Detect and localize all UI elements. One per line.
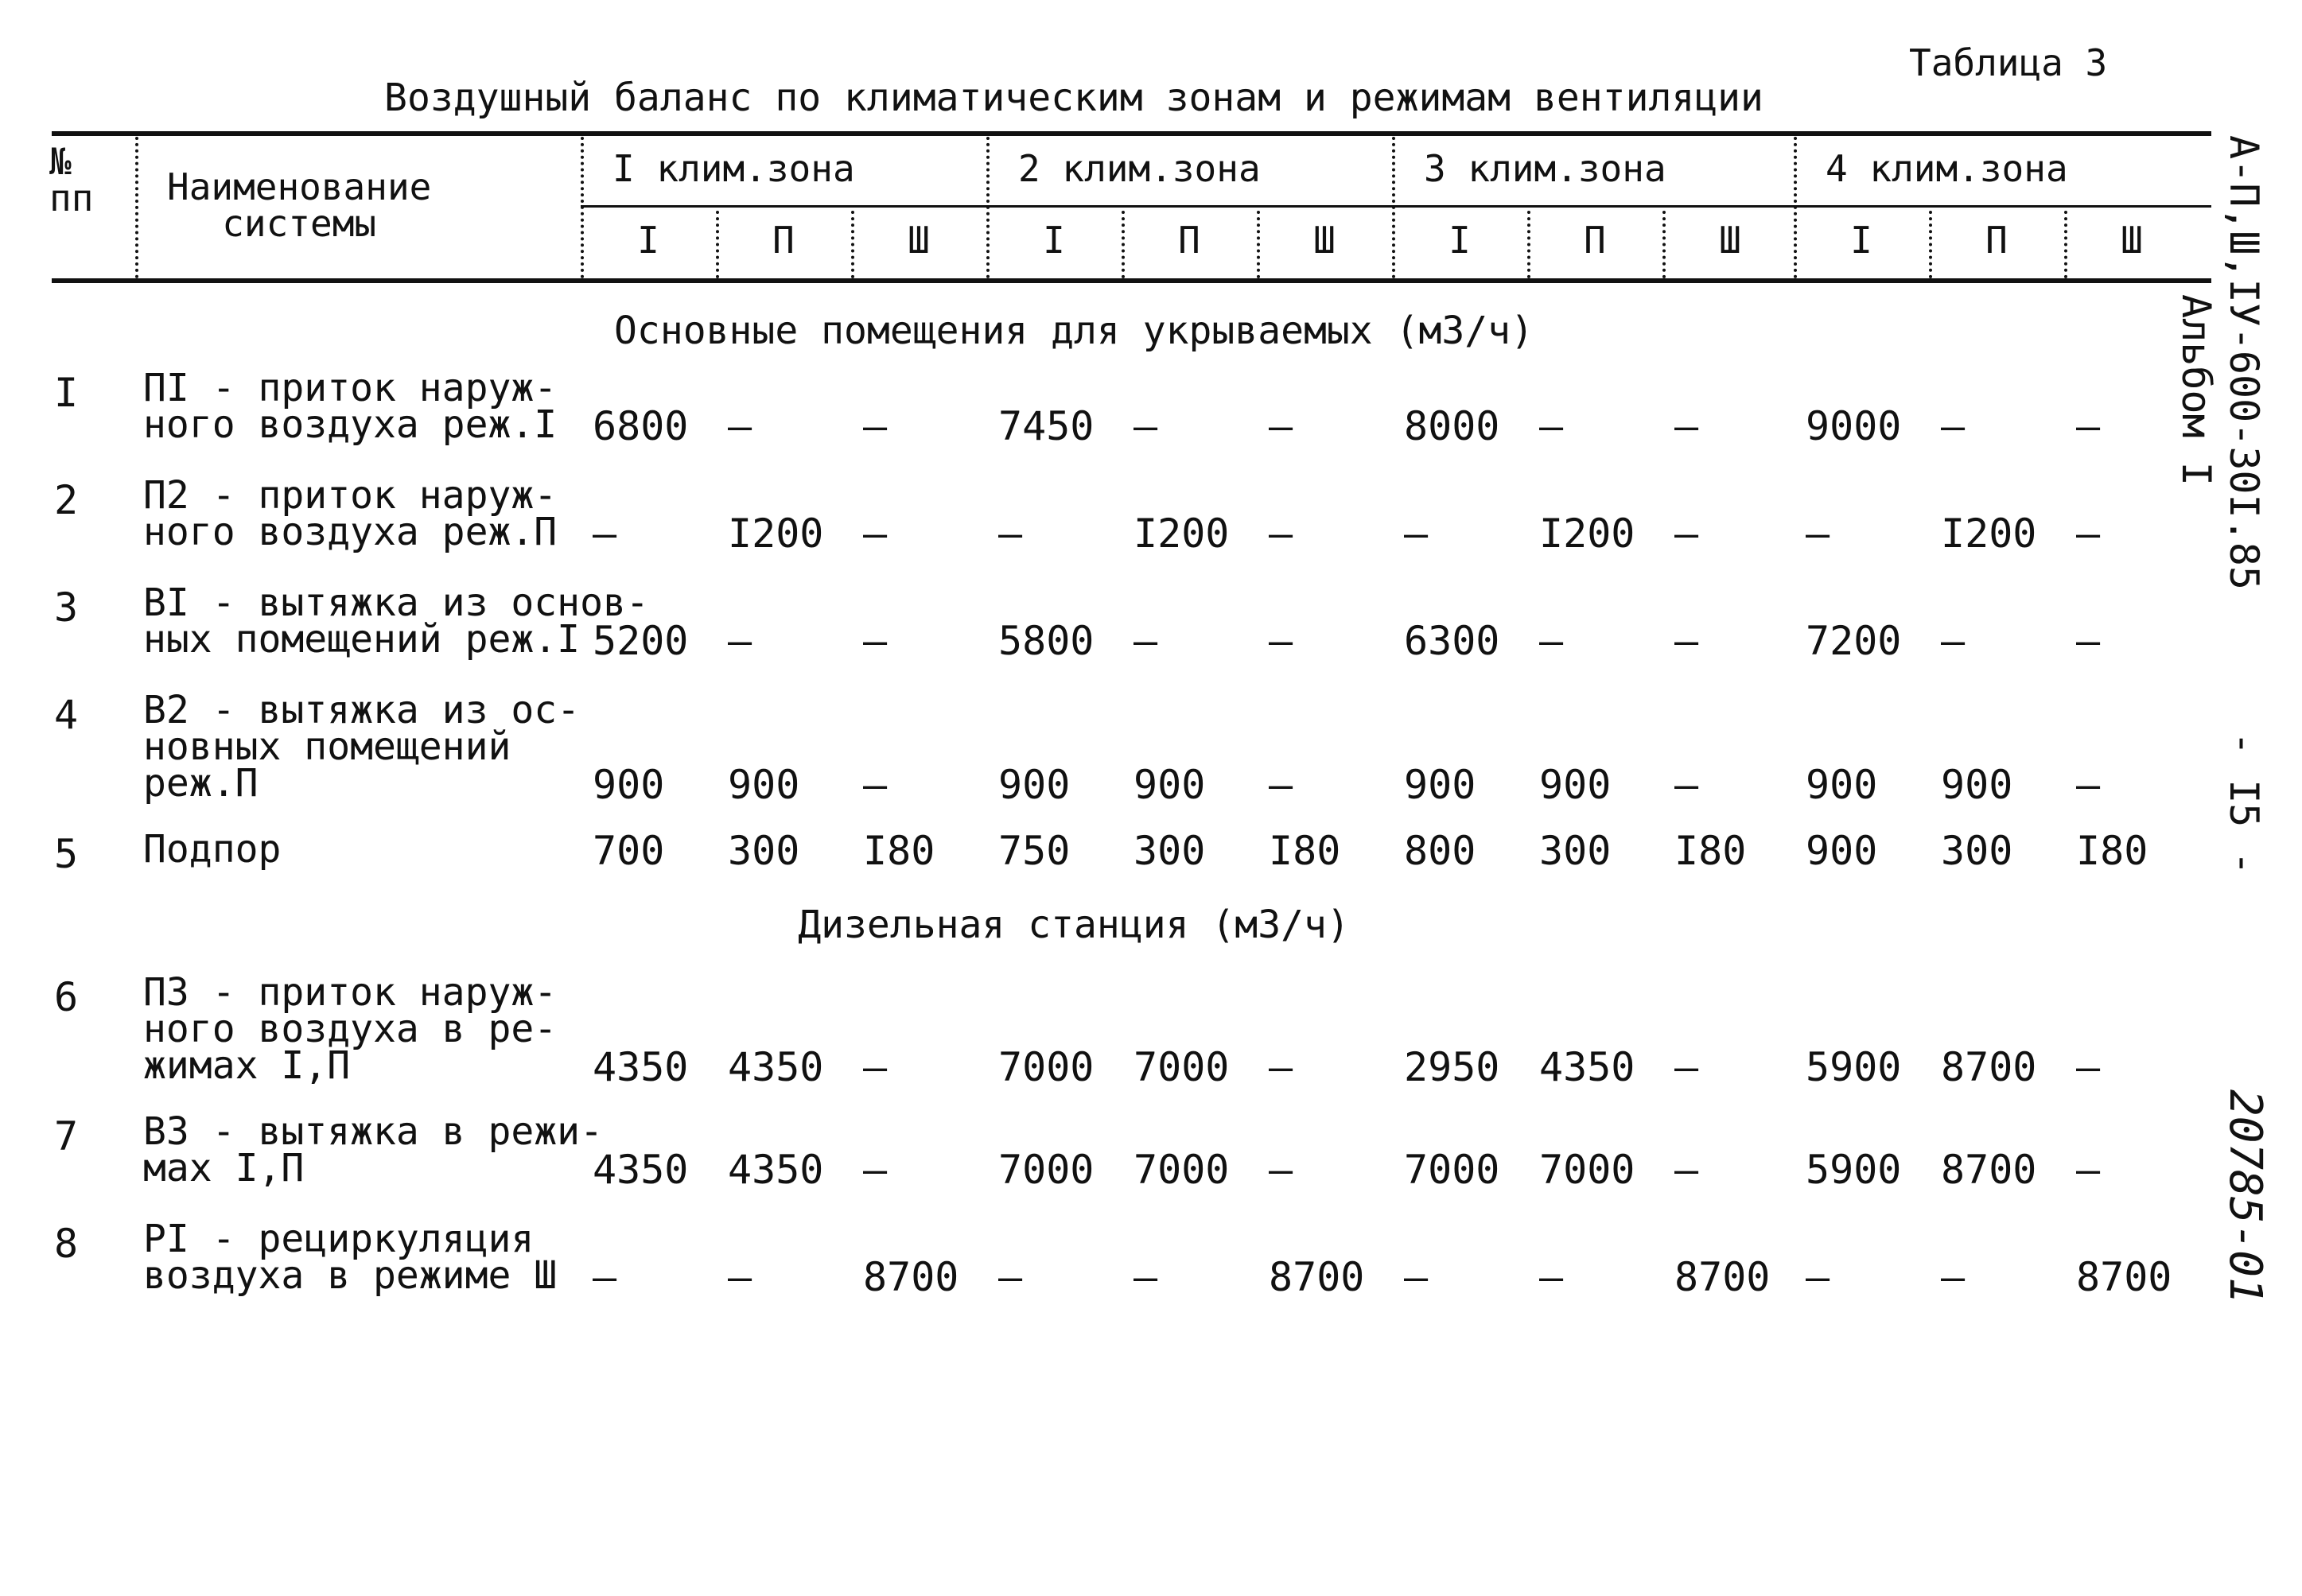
column-divider [135, 137, 138, 278]
table-cell: 8700 [1941, 1044, 2037, 1090]
header-mid-rule [581, 205, 2211, 208]
table-cell: 8700 [863, 1254, 959, 1300]
table-cell: 8700 [1941, 1147, 2037, 1193]
mode-header: I [1850, 219, 1872, 262]
table-cell: 4350 [1539, 1044, 1635, 1090]
table-cell: – [1539, 403, 1564, 449]
system-name [143, 1109, 603, 1190]
table-cell: – [863, 511, 888, 557]
mode-header: Ш [1719, 219, 1741, 262]
table-cell: – [1941, 403, 1966, 449]
system-name-line: ного воздуха в ре- [143, 1007, 558, 1051]
system-name [143, 581, 649, 662]
zone-header: 3 клим.зона [1424, 147, 1666, 190]
table-title: Воздушный баланс по климатическим зонам и режимам вентиляции [384, 76, 1763, 120]
system-name-line: П3 - приток наруж- [143, 970, 558, 1015]
header-top-rule [52, 131, 2211, 136]
table-cell: – [2076, 1044, 2101, 1090]
mode-header: Ш [1313, 219, 1336, 262]
table-cell: 9000 [1806, 403, 1902, 449]
inventory-stamp: 20785-01 [2219, 1089, 2271, 1304]
table-cell: 5800 [998, 618, 1095, 664]
system-name [143, 473, 558, 554]
table-cell: 300 [1941, 828, 2013, 874]
table-cell: – [1269, 1044, 1293, 1090]
table-cell: – [1674, 762, 1699, 808]
table-cell: 7000 [1539, 1147, 1635, 1193]
zone-header: 4 клим.зона [1826, 147, 2068, 190]
table-cell: – [1806, 511, 1830, 557]
system-name-line: РI - рециркуляция [143, 1217, 535, 1261]
table-cell: – [1806, 1254, 1830, 1300]
table-cell: 900 [593, 762, 665, 808]
table-cell: – [1941, 618, 1966, 664]
table-cell: – [1269, 762, 1293, 808]
table-cell: I80 [863, 828, 935, 874]
table-cell: – [1404, 511, 1429, 557]
system-name-line: мах I,П [143, 1146, 305, 1190]
system-name-line: ного воздуха реж.П [143, 510, 558, 554]
table-cell: 800 [1404, 828, 1476, 874]
document-code: А-П,Ш,ІУ-600-30І.85 [2221, 135, 2267, 590]
table-cell: I200 [1134, 511, 1230, 557]
system-name [143, 827, 282, 872]
row-number: 8 [54, 1221, 79, 1267]
table-cell: – [1539, 1254, 1564, 1300]
table-cell: 4350 [593, 1147, 689, 1193]
table-cell: – [728, 1254, 752, 1300]
table-cell: 4350 [593, 1044, 689, 1090]
table-cell: 8700 [1674, 1254, 1771, 1300]
table-cell: – [1404, 1254, 1429, 1300]
table-cell: 7450 [998, 403, 1095, 449]
row-number: 2 [54, 477, 79, 523]
table-cell: 900 [1806, 762, 1878, 808]
system-name [143, 1217, 558, 1298]
table-cell: – [1539, 618, 1564, 664]
table-cell: 8700 [2076, 1254, 2172, 1300]
table-cell: 6800 [593, 403, 689, 449]
system-name-line: В3 - вытяжка в режи- [143, 1109, 603, 1154]
table-cell: 700 [593, 828, 665, 874]
table-cell: – [1134, 403, 1158, 449]
table-cell: – [998, 511, 1023, 557]
table-cell: 900 [728, 762, 800, 808]
table-cell: – [863, 403, 888, 449]
album-label: Альбом I [2173, 294, 2219, 486]
system-name-line: жимах I,П [143, 1043, 351, 1088]
mode-header: П [1584, 219, 1606, 262]
table-cell: – [728, 618, 752, 664]
mode-header: I [1448, 219, 1471, 262]
table-cell: – [1941, 1254, 1966, 1300]
section-title: Дизельная станция (м3/ч) [798, 903, 1350, 947]
table-cell: I80 [1269, 828, 1341, 874]
table-cell: 900 [1539, 762, 1612, 808]
header-system-name: Наименование системы [167, 165, 432, 245]
system-name [143, 688, 581, 806]
system-name-line: П2 - приток наруж- [143, 473, 558, 518]
table-cell: – [2076, 511, 2101, 557]
table-cell: 900 [1134, 762, 1206, 808]
table-cell: – [2076, 762, 2101, 808]
table-cell: I80 [1674, 828, 1747, 874]
table-cell: 900 [1806, 828, 1878, 874]
table-cell: 300 [1134, 828, 1206, 874]
row-number: 6 [54, 974, 79, 1020]
mode-header: Ш [2121, 219, 2143, 262]
table-cell: 2950 [1404, 1044, 1500, 1090]
row-number: 7 [54, 1113, 79, 1159]
system-name-line: новных помещений [143, 724, 511, 769]
system-name-line: ПI - приток наруж- [143, 366, 558, 410]
table-cell: 750 [998, 828, 1071, 874]
table-cell: 300 [728, 828, 800, 874]
table-cell: – [2076, 1147, 2101, 1193]
table-cell: – [863, 618, 888, 664]
table-cell: – [1269, 1147, 1293, 1193]
table-label: Таблица 3 [1909, 41, 2108, 84]
table-cell: 5900 [1806, 1044, 1902, 1090]
section-title: Основные помещения для укрываемых (м3/ч) [614, 309, 1534, 353]
table-cell: 7200 [1806, 618, 1902, 664]
row-number: 4 [54, 692, 79, 738]
system-name-line: воздуха в режиме Ш [143, 1253, 558, 1298]
table-cell: – [863, 1147, 888, 1193]
table-cell: – [1134, 1254, 1158, 1300]
table-cell: – [1269, 403, 1293, 449]
table-cell: – [728, 403, 752, 449]
system-name-line: ВI - вытяжка из основ- [143, 581, 649, 625]
mode-header: П [1178, 219, 1200, 262]
header-bottom-rule [52, 278, 2211, 283]
table-cell: – [1674, 1147, 1699, 1193]
table-cell: – [1269, 511, 1293, 557]
row-number: 3 [54, 584, 79, 631]
system-name-line: В2 - вытяжка из ос- [143, 688, 581, 732]
table-cell: – [2076, 403, 2101, 449]
mode-header: П [1985, 219, 2008, 262]
system-name-line: ного воздуха реж.I [143, 402, 558, 447]
table-cell: 5900 [1806, 1147, 1902, 1193]
table-cell: I200 [1941, 511, 2037, 557]
system-name [143, 970, 558, 1088]
table-cell: – [1674, 511, 1699, 557]
table-cell: I80 [2076, 828, 2148, 874]
table-cell: 7000 [998, 1147, 1095, 1193]
system-name-line: реж.П [143, 761, 259, 806]
table-cell: 4350 [728, 1147, 824, 1193]
header-number: № пп [49, 140, 94, 219]
table-cell: 7000 [1404, 1147, 1500, 1193]
table-cell: 7000 [1134, 1044, 1230, 1090]
table-cell: – [998, 1254, 1023, 1300]
table-cell: – [1674, 403, 1699, 449]
table-cell: 7000 [1134, 1147, 1230, 1193]
system-name [143, 366, 558, 447]
mode-header: Ш [908, 219, 930, 262]
table-cell: – [593, 511, 617, 557]
system-name-line: ных помещений реж.I [143, 617, 581, 662]
table-cell: – [2076, 618, 2101, 664]
table-cell: 8700 [1269, 1254, 1365, 1300]
table-cell: 4350 [728, 1044, 824, 1090]
row-number: I [54, 370, 79, 416]
table-cell: 300 [1539, 828, 1612, 874]
table-cell: – [1674, 1044, 1699, 1090]
zone-header: 2 клим.зона [1018, 147, 1261, 190]
table-cell: I200 [728, 511, 824, 557]
table-cell: 5200 [593, 618, 689, 664]
table-cell: 7000 [998, 1044, 1095, 1090]
table-cell: – [1674, 618, 1699, 664]
table-cell: – [1269, 618, 1293, 664]
table-cell: – [593, 1254, 617, 1300]
table-cell: 8000 [1404, 403, 1500, 449]
mode-header: П [772, 219, 795, 262]
table-cell: 900 [1404, 762, 1476, 808]
row-number: 5 [54, 831, 79, 877]
page-number: - I5 - [2221, 732, 2267, 876]
system-name-line: Подпор [143, 827, 282, 872]
mode-header: I [1043, 219, 1065, 262]
table-cell: – [863, 762, 888, 808]
table-cell: I200 [1539, 511, 1635, 557]
table-cell: – [863, 1044, 888, 1090]
table-cell: 900 [1941, 762, 2013, 808]
table-cell: 6300 [1404, 618, 1500, 664]
mode-header: I [637, 219, 659, 262]
zone-header: I клим.зона [612, 147, 855, 190]
table-cell: – [1134, 618, 1158, 664]
table-cell: 900 [998, 762, 1071, 808]
